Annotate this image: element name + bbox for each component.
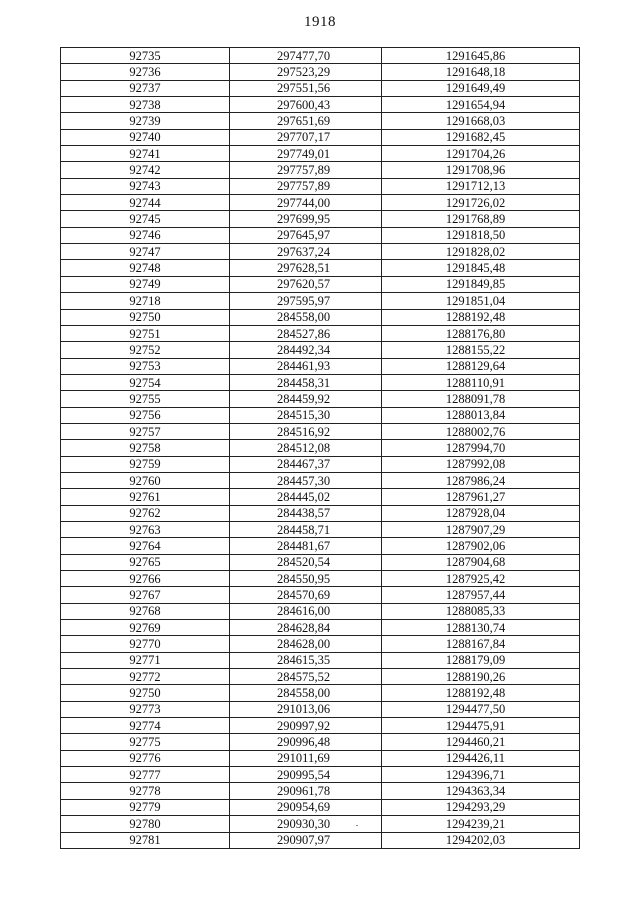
y-coordinate-cell: 1288085,33 — [382, 603, 580, 619]
table-row — [61, 309, 580, 325]
x-coordinate-cell: 297595,97 — [230, 293, 382, 309]
table-row — [61, 423, 580, 439]
x-coordinate-cell: 291013,06 — [230, 701, 382, 717]
x-coordinate-cell: 297707,17 — [230, 129, 382, 145]
table-row — [61, 407, 580, 423]
point-number-cell: 92745 — [61, 211, 230, 227]
table-row — [61, 391, 580, 407]
point-number-cell: 92770 — [61, 636, 230, 652]
table-row — [61, 554, 580, 570]
x-coordinate-cell: 284481,67 — [230, 538, 382, 554]
y-coordinate-cell: 1287907,29 — [382, 521, 580, 537]
table-row — [61, 195, 580, 211]
point-number-cell: 92754 — [61, 374, 230, 390]
table-row — [61, 587, 580, 603]
point-number-cell: 92750 — [61, 685, 230, 701]
y-coordinate-cell: 1291845,48 — [382, 260, 580, 276]
table-row — [61, 636, 580, 652]
point-number-cell: 92762 — [61, 505, 230, 521]
y-coordinate-cell: 1291708,96 — [382, 162, 580, 178]
table-row — [61, 293, 580, 309]
x-coordinate-cell: 290995,54 — [230, 767, 382, 783]
x-coordinate-cell: 297744,00 — [230, 195, 382, 211]
point-number-cell: 92740 — [61, 129, 230, 145]
y-coordinate-cell: 1291849,85 — [382, 276, 580, 292]
table-row — [61, 620, 580, 636]
y-coordinate-cell: 1288091,78 — [382, 391, 580, 407]
table-row — [61, 48, 580, 64]
point-number-cell: 92736 — [61, 64, 230, 80]
x-coordinate-cell: 284558,00 — [230, 309, 382, 325]
point-number-cell: 92758 — [61, 440, 230, 456]
point-number-cell: 92780 — [61, 816, 230, 832]
table-row — [61, 603, 580, 619]
x-coordinate-cell: 284516,92 — [230, 423, 382, 439]
table-row — [61, 374, 580, 390]
coordinates-table — [60, 47, 580, 849]
y-coordinate-cell: 1287992,08 — [382, 456, 580, 472]
y-coordinate-cell: 1288179,09 — [382, 652, 580, 668]
table-row — [61, 701, 580, 717]
y-coordinate-cell: 1294202,03 — [382, 832, 580, 848]
x-coordinate-cell: 284527,86 — [230, 325, 382, 341]
y-coordinate-cell: 1287904,68 — [382, 554, 580, 570]
x-coordinate-cell: 284616,00 — [230, 603, 382, 619]
point-number-cell: 92781 — [61, 832, 230, 848]
x-coordinate-cell: 284458,31 — [230, 374, 382, 390]
y-coordinate-cell: 1287961,27 — [382, 489, 580, 505]
table-row — [61, 718, 580, 734]
y-coordinate-cell: 1291712,13 — [382, 178, 580, 194]
point-number-cell: 92772 — [61, 669, 230, 685]
table-row — [61, 816, 580, 832]
y-coordinate-cell: 1287928,04 — [382, 505, 580, 521]
table-row — [61, 113, 580, 129]
x-coordinate-cell: 291011,69 — [230, 750, 382, 766]
point-number-cell: 92749 — [61, 276, 230, 292]
y-coordinate-cell: 1294426,11 — [382, 750, 580, 766]
point-number-cell: 92773 — [61, 701, 230, 717]
x-coordinate-cell: 284457,30 — [230, 472, 382, 488]
x-coordinate-cell: 297628,51 — [230, 260, 382, 276]
y-coordinate-cell: 1288129,64 — [382, 358, 580, 374]
point-number-cell: 92742 — [61, 162, 230, 178]
x-coordinate-cell: 297637,24 — [230, 244, 382, 260]
point-number-cell: 92738 — [61, 97, 230, 113]
table-row — [61, 244, 580, 260]
x-coordinate-cell: 297749,01 — [230, 146, 382, 162]
table-row — [61, 456, 580, 472]
point-number-cell: 92739 — [61, 113, 230, 129]
x-coordinate-cell: 284515,30 — [230, 407, 382, 423]
table-row — [61, 260, 580, 276]
table-row — [61, 799, 580, 815]
page-number: 1918 — [304, 14, 336, 30]
table-row — [61, 472, 580, 488]
x-coordinate-cell: 284628,84 — [230, 620, 382, 636]
point-number-cell: 92761 — [61, 489, 230, 505]
y-coordinate-cell: 1291668,03 — [382, 113, 580, 129]
y-coordinate-cell: 1288192,48 — [382, 685, 580, 701]
y-coordinate-cell: 1291851,04 — [382, 293, 580, 309]
point-number-cell: 92765 — [61, 554, 230, 570]
point-number-cell: 92769 — [61, 620, 230, 636]
x-coordinate-cell: 284628,00 — [230, 636, 382, 652]
table-row — [61, 750, 580, 766]
table-row — [61, 146, 580, 162]
y-coordinate-cell: 1288013,84 — [382, 407, 580, 423]
point-number-cell: 92743 — [61, 178, 230, 194]
y-coordinate-cell: 1294477,50 — [382, 701, 580, 717]
point-number-cell: 92756 — [61, 407, 230, 423]
y-coordinate-cell: 1294293,29 — [382, 799, 580, 815]
coordinates-table-body — [61, 48, 580, 849]
x-coordinate-cell: 284575,52 — [230, 669, 382, 685]
y-coordinate-cell: 1287902,06 — [382, 538, 580, 554]
y-coordinate-cell: 1294363,34 — [382, 783, 580, 799]
table-row — [61, 767, 580, 783]
table-row — [61, 521, 580, 537]
y-coordinate-cell: 1291645,86 — [382, 48, 580, 64]
table-row — [61, 783, 580, 799]
x-coordinate-cell: 297651,69 — [230, 113, 382, 129]
point-number-cell: 92737 — [61, 80, 230, 96]
x-coordinate-cell: 284615,35 — [230, 652, 382, 668]
point-number-cell: 92776 — [61, 750, 230, 766]
table-row — [61, 211, 580, 227]
y-coordinate-cell: 1288167,84 — [382, 636, 580, 652]
point-number-cell: 92755 — [61, 391, 230, 407]
table-row — [61, 129, 580, 145]
y-coordinate-cell: 1291654,94 — [382, 97, 580, 113]
x-coordinate-cell: 290954,69 — [230, 799, 382, 815]
x-coordinate-cell: 284438,57 — [230, 505, 382, 521]
y-coordinate-cell: 1291828,02 — [382, 244, 580, 260]
point-number-cell: 92757 — [61, 423, 230, 439]
y-coordinate-cell: 1294239,21 — [382, 816, 580, 832]
table-row — [61, 440, 580, 456]
x-coordinate-cell: 284458,71 — [230, 521, 382, 537]
y-coordinate-cell: 1288130,74 — [382, 620, 580, 636]
point-number-cell: 92774 — [61, 718, 230, 734]
table-row — [61, 652, 580, 668]
point-number-cell: 92759 — [61, 456, 230, 472]
y-coordinate-cell: 1294475,91 — [382, 718, 580, 734]
point-number-cell: 92753 — [61, 358, 230, 374]
x-coordinate-cell: 290996,48 — [230, 734, 382, 750]
y-coordinate-cell: 1288190,26 — [382, 669, 580, 685]
table-row — [61, 97, 580, 113]
table-row — [61, 685, 580, 701]
table-row — [61, 276, 580, 292]
table-row — [61, 505, 580, 521]
x-coordinate-cell: 297757,89 — [230, 162, 382, 178]
point-number-cell: 92744 — [61, 195, 230, 211]
y-coordinate-cell: 1291726,02 — [382, 195, 580, 211]
table-row — [61, 178, 580, 194]
point-number-cell: 92741 — [61, 146, 230, 162]
y-coordinate-cell: 1288155,22 — [382, 342, 580, 358]
x-coordinate-cell: 297645,97 — [230, 227, 382, 243]
x-coordinate-cell: 284550,95 — [230, 571, 382, 587]
x-coordinate-cell: 284461,93 — [230, 358, 382, 374]
table-row — [61, 571, 580, 587]
x-coordinate-cell: 290961,78 — [230, 783, 382, 799]
point-number-cell: 92718 — [61, 293, 230, 309]
x-coordinate-cell: 290907,97 — [230, 832, 382, 848]
point-number-cell: 92747 — [61, 244, 230, 260]
point-number-cell: 92750 — [61, 309, 230, 325]
x-coordinate-cell: 284459,92 — [230, 391, 382, 407]
point-number-cell: 92777 — [61, 767, 230, 783]
x-coordinate-cell: 284570,69 — [230, 587, 382, 603]
y-coordinate-cell: 1291682,45 — [382, 129, 580, 145]
x-coordinate-cell: 297620,57 — [230, 276, 382, 292]
scan-speck — [356, 825, 358, 826]
table-row — [61, 489, 580, 505]
y-coordinate-cell: 1288002,76 — [382, 423, 580, 439]
x-coordinate-cell: 284520,54 — [230, 554, 382, 570]
y-coordinate-cell: 1287994,70 — [382, 440, 580, 456]
point-number-cell: 92752 — [61, 342, 230, 358]
x-coordinate-cell: 284467,37 — [230, 456, 382, 472]
y-coordinate-cell: 1287957,44 — [382, 587, 580, 603]
x-coordinate-cell: 297523,29 — [230, 64, 382, 80]
table-row — [61, 64, 580, 80]
point-number-cell: 92775 — [61, 734, 230, 750]
y-coordinate-cell: 1287986,24 — [382, 472, 580, 488]
x-coordinate-cell: 297477,70 — [230, 48, 382, 64]
table-row — [61, 162, 580, 178]
y-coordinate-cell: 1288176,80 — [382, 325, 580, 341]
table-row — [61, 80, 580, 96]
x-coordinate-cell: 284445,02 — [230, 489, 382, 505]
point-number-cell: 92764 — [61, 538, 230, 554]
point-number-cell: 92748 — [61, 260, 230, 276]
table-row — [61, 325, 580, 341]
x-coordinate-cell: 297551,56 — [230, 80, 382, 96]
x-coordinate-cell: 297757,89 — [230, 178, 382, 194]
point-number-cell: 92779 — [61, 799, 230, 815]
x-coordinate-cell: 290930,30 — [230, 816, 382, 832]
point-number-cell: 92746 — [61, 227, 230, 243]
point-number-cell: 92767 — [61, 587, 230, 603]
point-number-cell: 92760 — [61, 472, 230, 488]
y-coordinate-cell: 1291648,18 — [382, 64, 580, 80]
x-coordinate-cell: 284512,08 — [230, 440, 382, 456]
point-number-cell: 92751 — [61, 325, 230, 341]
table-row — [61, 538, 580, 554]
table-row — [61, 358, 580, 374]
y-coordinate-cell: 1288110,91 — [382, 374, 580, 390]
table-row — [61, 669, 580, 685]
y-coordinate-cell: 1288192,48 — [382, 309, 580, 325]
table-row — [61, 832, 580, 848]
x-coordinate-cell: 290997,92 — [230, 718, 382, 734]
y-coordinate-cell: 1291649,49 — [382, 80, 580, 96]
point-number-cell: 92735 — [61, 48, 230, 64]
table-row — [61, 227, 580, 243]
point-number-cell: 92778 — [61, 783, 230, 799]
y-coordinate-cell: 1291704,26 — [382, 146, 580, 162]
y-coordinate-cell: 1294396,71 — [382, 767, 580, 783]
table-row — [61, 342, 580, 358]
y-coordinate-cell: 1291818,50 — [382, 227, 580, 243]
x-coordinate-cell: 284558,00 — [230, 685, 382, 701]
x-coordinate-cell: 284492,34 — [230, 342, 382, 358]
point-number-cell: 92766 — [61, 571, 230, 587]
point-number-cell: 92763 — [61, 521, 230, 537]
x-coordinate-cell: 297699,95 — [230, 211, 382, 227]
table-row — [61, 734, 580, 750]
y-coordinate-cell: 1294460,21 — [382, 734, 580, 750]
point-number-cell: 92768 — [61, 603, 230, 619]
point-number-cell: 92771 — [61, 652, 230, 668]
x-coordinate-cell: 297600,43 — [230, 97, 382, 113]
y-coordinate-cell: 1291768,89 — [382, 211, 580, 227]
y-coordinate-cell: 1287925,42 — [382, 571, 580, 587]
